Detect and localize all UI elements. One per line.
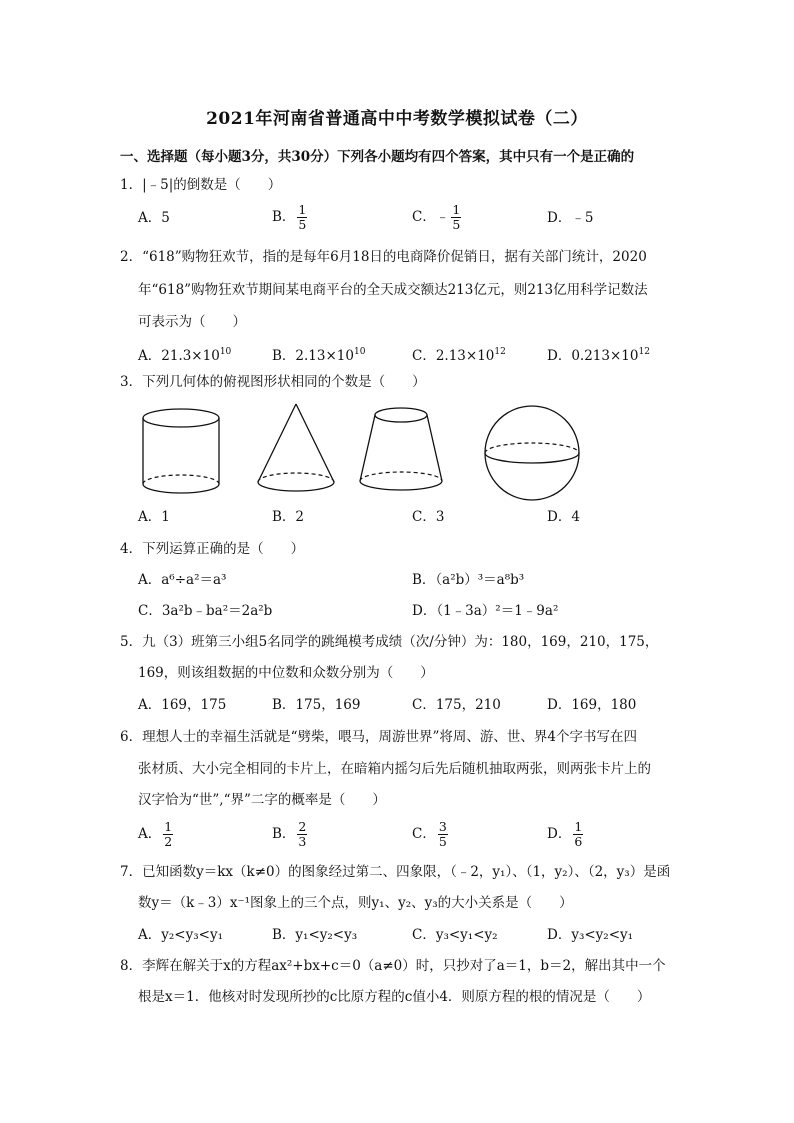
- q2-line-1: 2．“618”购物狂欢节，指的是每年6月18日的电商降价促销日，据有关部门统计，2020: [120, 249, 647, 265]
- q6-line-1: 6．理想人士的幸福生活就是“劈柴，喂马，周游世界”将周、游、世、界4个字书写在四: [120, 729, 637, 745]
- q8-line-2: 根是x＝1．他核对时发现所抄的c比原方程的c值小4．则原方程的根的情况是（ ）: [138, 989, 651, 1005]
- q6-line-2: 张材质、大小完全相同的卡片上，在暗箱内摇匀后先后随机抽取两张，则两张卡片上的: [138, 761, 651, 777]
- q6-fraction-b: $\frac{2}{3}$: [298, 819, 307, 849]
- q3-option-b: B．2: [272, 509, 305, 525]
- q4-option-d: D．（1﹣3a）²＝1﹣9a²: [412, 603, 559, 619]
- q4-option-c: C．3a²b﹣ba²＝2a²b: [138, 603, 273, 619]
- q5-option-a: A．169，175: [138, 697, 227, 713]
- exam-title: 2021年河南省普通高中中考数学模拟试卷（二）: [206, 109, 588, 129]
- q5-line-2: 169，则该组数据的中位数和众数分别为（ ）: [138, 665, 434, 681]
- q4-option-b: B．（a²b）³＝a⁸b³: [412, 572, 525, 588]
- q2-option-b: B．$2.13\times 10^{10}$: [272, 347, 366, 364]
- q1-option-a: A．5: [138, 210, 170, 226]
- frustum-figure: [355, 405, 447, 495]
- q2-line-3: 可表示为（ ）: [138, 314, 246, 330]
- q6-option-b: B． $\frac{2}{3}$: [272, 819, 307, 849]
- q6-fraction-c: $\frac{3}{5}$: [438, 819, 447, 849]
- q1-option-b: B． $\frac{1}{5}$: [272, 202, 307, 232]
- q2-option-a: A．$21.3\times 10^{10}$: [138, 347, 232, 364]
- q6-option-c: C． $\frac{3}{5}$: [412, 819, 447, 849]
- section-heading: 一、选择题（每小题3分，共30分）下列各小题均有四个答案，其中只有一个是正确的: [120, 149, 635, 165]
- cone-figure: [255, 402, 337, 494]
- q1-fraction-b: $\frac{1}{5}$: [298, 202, 307, 232]
- q1-option-c: C．﹣ $\frac{1}{5}$: [412, 202, 461, 232]
- q3-option-c: C．3: [412, 509, 445, 525]
- q3-stem: 3．下列几何体的俯视图形状相同的个数是（ ）: [120, 374, 426, 390]
- q3-option-a: A．1: [138, 509, 170, 525]
- cylinder-figure: [140, 408, 222, 494]
- q1-stem: 1．|﹣5|的倒数是（ ）: [120, 177, 282, 193]
- q5-line-1: 5．九（3）班第三小组5名同学的跳绳模考成绩（次/分钟）为：180，169，210，175，: [120, 634, 659, 650]
- q5-option-b: B．175，169: [272, 697, 361, 713]
- q1-fraction-c: $\frac{1}{5}$: [452, 202, 461, 232]
- q2-line-2: 年“618”购物狂欢节期间某电商平台的全天成交额达213亿元，则213亿用科学记数法: [138, 282, 648, 298]
- q3-option-d: D．4: [547, 509, 580, 525]
- q6-fraction-a: $\frac{1}{2}$: [164, 819, 173, 849]
- q7-option-d: D．y₃<y₂<y₁: [547, 927, 634, 943]
- q4-option-a: A．a⁶÷a²＝a³: [138, 572, 227, 588]
- q6-option-d: D． $\frac{1}{6}$: [547, 819, 583, 849]
- q5-option-d: D．169，180: [547, 697, 637, 713]
- q6-line-3: 汉字恰为“世”,“界”二字的概率是（ ）: [138, 792, 386, 808]
- q4-stem: 4．下列运算正确的是（ ）: [120, 541, 305, 557]
- q6-option-a: A． $\frac{1}{2}$: [138, 819, 173, 849]
- q7-line-1: 7．已知函数y＝kx（k≠0）的图象经过第二、四象限，（﹣2，y₁）、（1，y₂）、（2，y₃）是函: [120, 864, 671, 880]
- q7-option-b: B．y₁<y₂<y₃: [272, 927, 358, 943]
- q1-option-d: D．﹣5: [547, 210, 594, 226]
- q7-option-a: A．y₂<y₃<y₁: [138, 927, 223, 943]
- q6-fraction-d: $\frac{1}{6}$: [574, 819, 583, 849]
- q7-option-c: C．y₃<y₁<y₂: [412, 927, 498, 943]
- sphere-figure: [480, 405, 584, 501]
- q2-option-c: C．$2.13\times 10^{12}$: [412, 347, 506, 364]
- q2-option-d: D．$0.213\times 10^{12}$: [547, 347, 650, 364]
- q5-option-c: C．175，210: [412, 697, 501, 713]
- q7-line-2: 数y＝（k﹣3）x⁻¹图象上的三个点，则y₁、y₂、y₃的大小关系是（ ）: [138, 895, 573, 911]
- q8-line-1: 8．李辉在解关于x的方程ax²+bx+c＝0（a≠0）时，只抄对了a＝1，b＝2，解出其中一个: [120, 958, 666, 974]
